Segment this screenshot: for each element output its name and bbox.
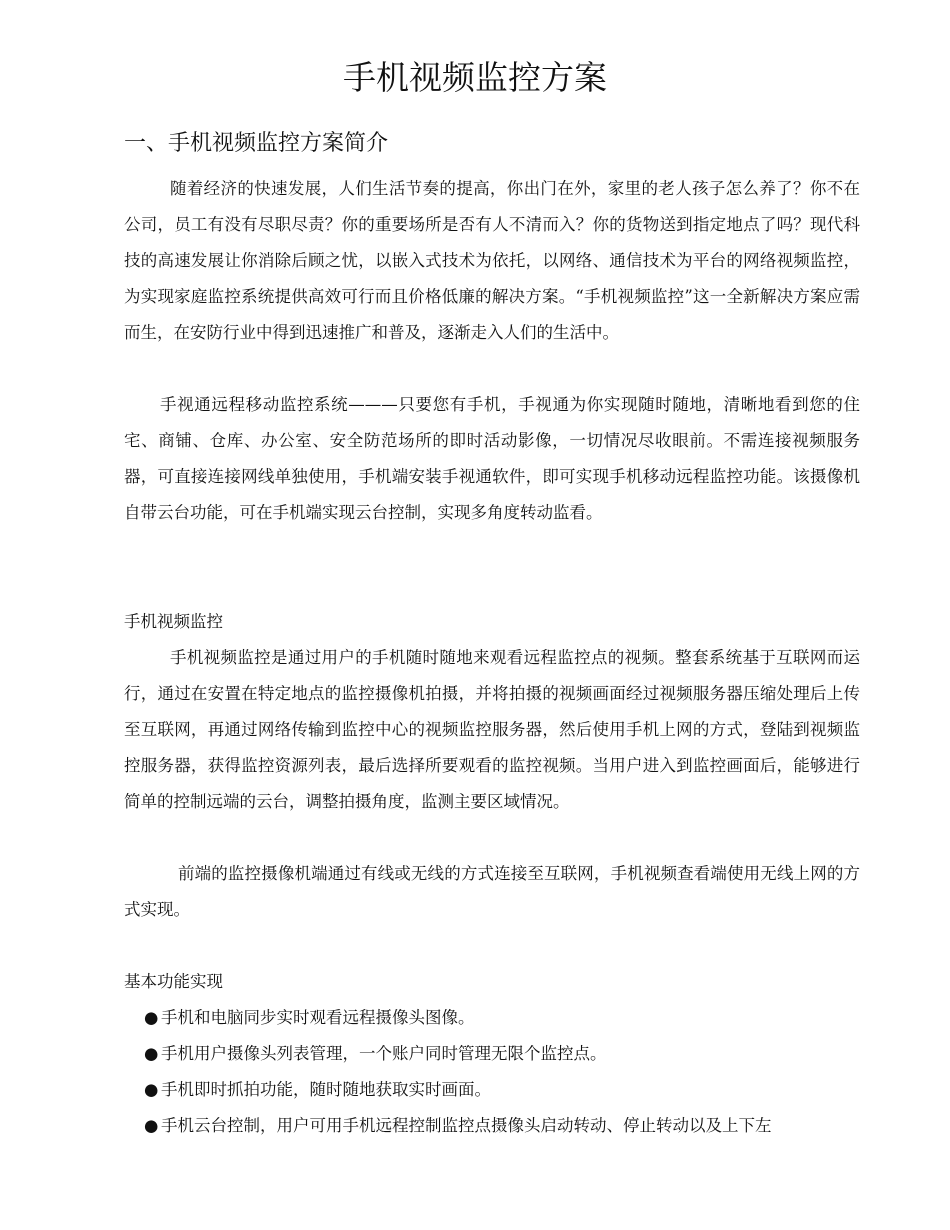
list-item-text: 手机即时抓拍功能，随时随地获取实时画面。	[161, 1080, 491, 1099]
bullet-icon: ●	[144, 1116, 159, 1135]
subheading-basic-functions: 基本功能实现	[124, 972, 223, 991]
paragraph-mobile-monitoring-2: 前端的监控摄像机端通过有线或无线的方式连接至互联网，手机视频查看端使用无线上网的方式实现。	[124, 864, 860, 919]
subheading-mobile-monitoring: 手机视频监控	[124, 612, 223, 631]
list-item-text: 手机云台控制，用户可用手机远程控制监控点摄像头启动转动、停止转动以及上下左	[161, 1116, 772, 1135]
list-item	[124, 1072, 860, 1108]
bullet-icon: ●	[144, 1008, 159, 1027]
list-item	[124, 1000, 860, 1036]
list-item-text: 手机和电脑同步实时观看远程摄像头图像。	[161, 1008, 475, 1027]
list-item-text: 手机用户摄像头列表管理，一个账户同时管理无限个监控点。	[161, 1044, 607, 1063]
paragraph-mobile-monitoring-1: 手机视频监控是通过用户的手机随时随地来观看远程监控点的视频。整套系统基于互联网而运行，通过在安置在特定地点的监控摄像机拍摄，并将拍摄的视频画面经过视频服务器压缩处理后上传至互联网，再通过网络传输到监控中心的视频监控服务器，然后使用手机上网的方式，登陆到视频监控服务器，获得监控资源列表，最后选择所要观看的监控视频。当用户进入到监控画面后，能够进行简单的控制远端的云台，调整拍摄角度，监测主要区域情况。	[124, 648, 860, 811]
document-title: 手机视频监控方案	[343, 58, 607, 97]
bullet-icon: ●	[144, 1080, 159, 1099]
list-item	[124, 1036, 860, 1072]
list-item	[124, 1108, 860, 1144]
paragraph-intro-2: 手视通远程移动监控系统———只要您有手机，手视通为你实现随时随地，清晰地看到您的住宅、商铺、仓库、办公室、安全防范场所的即时活动影像，一切情况尽收眼前。不需连接视频服务器，可直接连接网线单独使用，手机端安装手视通软件，即可实现手机移动远程监控功能。该摄像机自带云台功能，可在手机端实现云台控制，实现多角度转动监看。	[124, 395, 860, 522]
paragraph-intro-1: 随着经济的快速发展，人们生活节奏的提高，你出门在外，家里的老人孩子怎么养了？你不在公司，员工有没有尽职尽责？你的重要场所是否有人不清而入？你的货物送到指定地点了吗？现代科技的高速发展让你消除后顾之忧，以嵌入式技术为依托，以网络、通信技术为平台的网络视频监控，为实现家庭监控系统提供高效可行而且价格低廉的解决方案。“手机视频监控”这一全新解决方案应需而生，在安防行业中得到迅速推广和普及，逐渐走入人们的生活中。	[124, 179, 860, 342]
section-heading-intro: 一、手机视频监控方案简介	[124, 131, 389, 156]
feature-list	[124, 1000, 860, 1144]
bullet-icon: ●	[144, 1044, 159, 1063]
